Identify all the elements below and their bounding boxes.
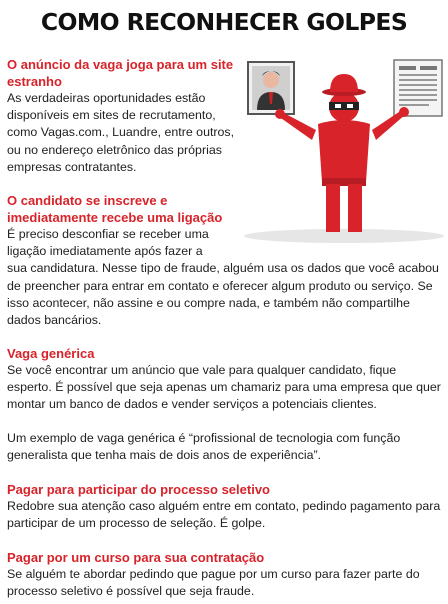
section-heading: Vaga genérica	[7, 346, 95, 361]
section-text: Se você encontrar um anúncio que vale para qualquer candidato, fique esperto. É possível que seja apenas um chamariz para uma empresa que quer montar um banco de dados e vender serviços a potenciais clientes.	[7, 363, 441, 412]
section-heading: Pagar para participar do processo seletivo	[7, 482, 270, 497]
document-icon	[394, 60, 442, 116]
section-text: Um exemplo de vaga genérica é “profissional de tecnologia com função generalista que tenha mais de dois anos de experiência”.	[7, 430, 401, 462]
section-pay-for-course	[7, 549, 443, 600]
section-pay-to-participate	[7, 481, 443, 532]
section-text: sua candidatura. Nesse tipo de fraude, alguém usa os dados que você acabou de preencher para entrar em contato e oferecer algum produto ou serviço. Se isso acontecer, não assine e ou compre nada, e também não compartilhe dados bancários.	[7, 261, 439, 328]
section-text: Redobre sua atenção caso alguém entre em contato, pedindo pagamento para participar de um processo de seleção. É golpe.	[7, 499, 441, 531]
section-text: As verdadeiras oportunidades estão disponíveis em sites de recrutamento, como Vagas.com., Luandre, entre outros, ou no endereço eletrônico das próprias empresas contratantes.	[7, 91, 235, 174]
section-heading: Pagar por um curso para sua contratação	[7, 550, 265, 565]
section-generic-job	[7, 345, 443, 464]
section-text: Se alguém te abordar pedindo que pague por um curso para fazer parte do processo seletivo é possível que seja fraude.	[7, 567, 420, 599]
section-text: É preciso desconfiar se receber uma ligação imediatamente após fazer a	[7, 227, 209, 259]
section-heading: O anúncio da vaga joga para um site estranho	[7, 57, 234, 89]
page-title: COMO RECONHECER GOLPES	[40, 8, 408, 36]
section-immediate-call	[7, 192, 443, 329]
section-heading: O candidato se inscreve e imediatamente recebe uma ligação	[7, 193, 223, 225]
profile-photo-icon	[248, 62, 294, 114]
section-redirect-site	[7, 56, 239, 176]
